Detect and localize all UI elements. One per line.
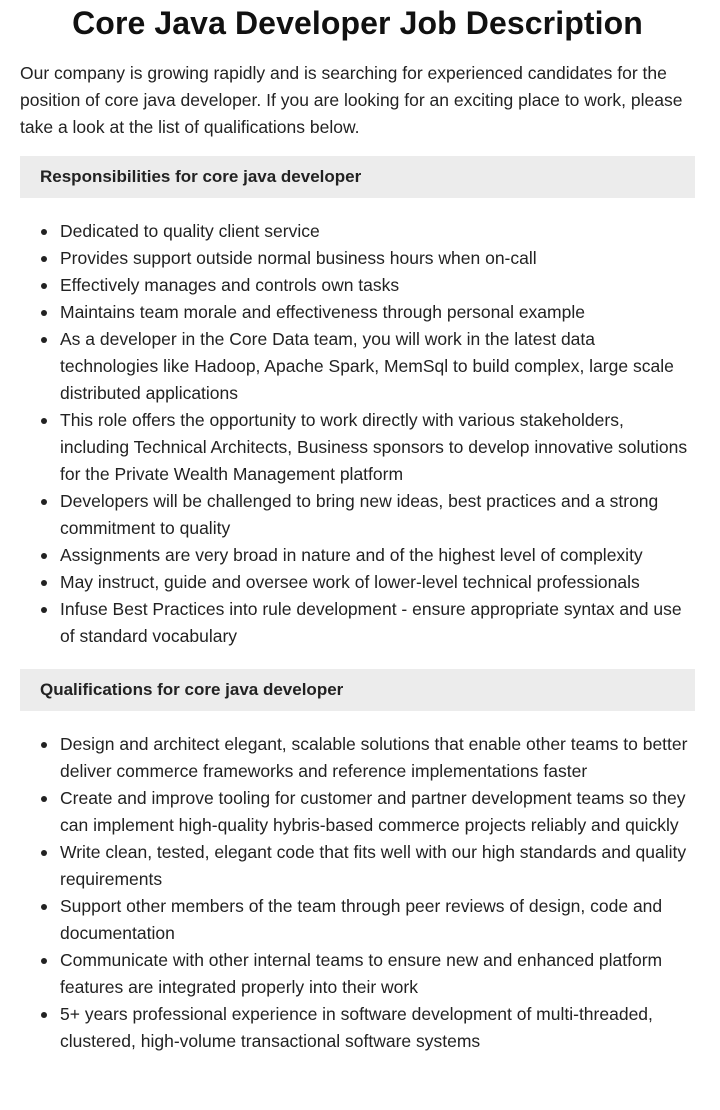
- list-item: [20, 488, 695, 542]
- list-item-text: Write clean, tested, elegant code that fits well with our high standards and quality requirements: [60, 842, 687, 889]
- list-item: [20, 596, 695, 650]
- bullet-icon: [41, 337, 47, 343]
- list-item: [20, 785, 695, 839]
- responsibilities-list: [20, 218, 695, 650]
- qualifications-heading: Qualifications for core java developer: [20, 669, 695, 711]
- bullet-icon: [41, 418, 47, 424]
- list-item-text: Assignments are very broad in nature and of the highest level of complexity: [60, 545, 643, 565]
- bullet-icon: [41, 742, 47, 748]
- bullet-icon: [41, 310, 47, 316]
- list-item-text: Support other members of the team through peer reviews of design, code and documentation: [60, 896, 663, 943]
- qualifications-list: [20, 731, 695, 1055]
- bullet-icon: [41, 1012, 47, 1018]
- list-item: [20, 1001, 695, 1055]
- list-item: [20, 272, 695, 299]
- list-item-text: Provides support outside normal business hours when on-call: [60, 248, 537, 268]
- bullet-icon: [41, 850, 47, 856]
- list-item-text: Dedicated to quality client service: [60, 221, 320, 241]
- list-item: [20, 947, 695, 1001]
- bullet-icon: [41, 229, 47, 235]
- list-item-text: Developers will be challenged to bring new ideas, best practices and a strong commitment to quality: [60, 491, 659, 538]
- bullet-icon: [41, 580, 47, 586]
- list-item-text: Create and improve tooling for customer and partner development teams so they can implement high-quality hybris-based commerce projects reliably and quickly: [60, 788, 686, 835]
- bullet-icon: [41, 256, 47, 262]
- list-item: [20, 893, 695, 947]
- list-item: [20, 542, 695, 569]
- list-item: [20, 326, 695, 407]
- list-item: [20, 569, 695, 596]
- bullet-icon: [41, 553, 47, 559]
- list-item: [20, 299, 695, 326]
- bullet-icon: [41, 607, 47, 613]
- list-item-text: May instruct, guide and oversee work of lower-level technical professionals: [60, 572, 640, 592]
- list-item-text: This role offers the opportunity to work directly with various stakeholders, including Technical Architects, Business sponsors to develop innovative solutions for the Private Wealth Management platform: [60, 410, 688, 484]
- list-item-text: Communicate with other internal teams to ensure new and enhanced platform features are integrated properly into their work: [60, 950, 663, 997]
- bullet-icon: [41, 796, 47, 802]
- list-item-text: As a developer in the Core Data team, you will work in the latest data technologies like Hadoop, Apache Spark, MemSql to build complex, large scale distributed applications: [60, 329, 674, 403]
- list-item-text: Design and architect elegant, scalable solutions that enable other teams to better deliver commerce frameworks and reference implementations faster: [60, 734, 688, 781]
- bullet-icon: [41, 283, 47, 289]
- list-item: [20, 245, 695, 272]
- list-item-text: Maintains team morale and effectiveness through personal example: [60, 302, 585, 322]
- list-item-text: Infuse Best Practices into rule development - ensure appropriate syntax and use of standard vocabulary: [60, 599, 682, 646]
- list-item: [20, 407, 695, 488]
- list-item-text: 5+ years professional experience in software development of multi-threaded, clustered, high-volume transactional software systems: [60, 1004, 653, 1051]
- list-item: [20, 839, 695, 893]
- bullet-icon: [41, 958, 47, 964]
- list-item: [20, 218, 695, 245]
- list-item: [20, 731, 695, 785]
- bullet-icon: [41, 904, 47, 910]
- responsibilities-heading: Responsibilities for core java developer: [20, 156, 695, 198]
- page-title: Core Java Developer Job Description: [72, 5, 643, 41]
- bullet-icon: [41, 499, 47, 505]
- list-item-text: Effectively manages and controls own tasks: [60, 275, 400, 295]
- intro-paragraph: Our company is growing rapidly and is searching for experienced candidates for the position of core java developer. If you are looking for an exciting place to work, please take a look at the list of qualifications below.: [20, 63, 683, 137]
